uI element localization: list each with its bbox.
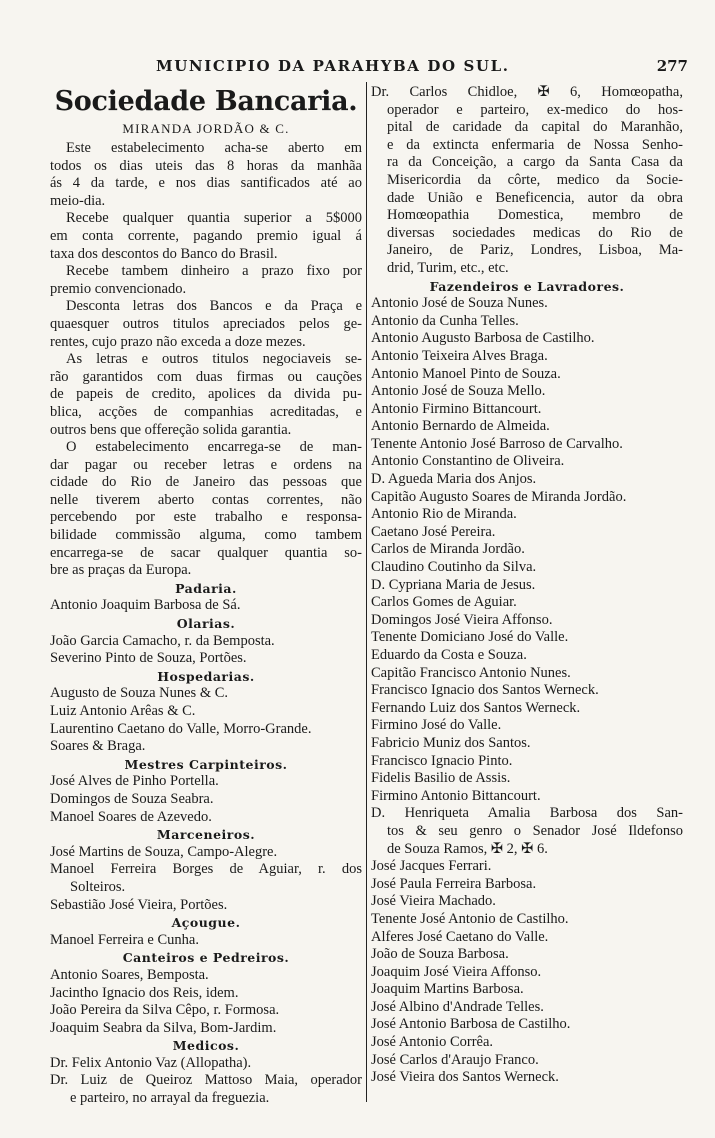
text-line: Domingos José Vieira Affonso.: [371, 611, 553, 628]
text-line: cidade do Rio de Janeiro das pessoas que: [50, 474, 362, 491]
text-line: Tenente Domiciano José do Valle.: [371, 629, 569, 646]
text-line: José Antonio Barbosa de Castilho.: [371, 1016, 571, 1033]
text-line: José Paula Ferreira Barbosa.: [371, 875, 537, 892]
text-line: Francisco Ignacio Pinto.: [371, 752, 513, 769]
text-line: e da extincta enfermaria de Nossa Senho-: [387, 136, 683, 153]
text-line: ás 4 da tarde, e nos dias santificados até ao: [50, 175, 362, 192]
text-line: José Carlos d'Araujo Franco.: [371, 1051, 539, 1068]
text-line: Francisco Ignacio dos Santos Werneck.: [371, 682, 599, 699]
text-line: Alferes José Caetano do Valle.: [371, 928, 549, 945]
text-line: Antonio José de Souza Mello.: [371, 383, 546, 400]
page-header: [60, 57, 688, 81]
text-line: diversas sociedades medicas do Rio de: [387, 224, 683, 241]
text-line: As letras e outros titulos negociaveis se-: [66, 351, 362, 368]
text-line: Sebastião José Vieira, Portões.: [50, 896, 228, 913]
text-line: Laurentino Caetano do Valle, Morro-Grande.: [50, 720, 312, 737]
text-line: José Martins de Souza, Campo-Alegre.: [50, 843, 278, 860]
bank-owners: MIRANDA JORDÃO & C.: [122, 121, 290, 136]
text-line: Janeiro, de Pariz, Londres, Lisboa, Ma-: [387, 242, 683, 259]
text-line: Solteiros.: [70, 878, 126, 895]
text-line: José Vieira Machado.: [371, 893, 496, 910]
text-line: Manoel Ferreira Borges de Aguiar, r. dos: [50, 861, 362, 878]
text-line: Manoel Ferreira e Cunha.: [50, 931, 199, 948]
column-divider: [366, 82, 367, 1102]
text-line: Firmino José do Valle.: [371, 717, 502, 734]
text-line: Antonio Constantino de Oliveira.: [371, 453, 565, 470]
text-line: Fabricio Muniz dos Santos.: [371, 734, 531, 751]
text-line: Dr. Luiz de Queiroz Mattoso Maia, operador: [50, 1072, 362, 1089]
text-line: Domingos de Souza Seabra.: [50, 790, 214, 807]
text-line: de Souza Ramos, ✠ 2, ✠ 6.: [387, 840, 548, 857]
text-line: Tenente Antonio José Barroso de Carvalho.: [371, 435, 623, 452]
left-column-text: [50, 140, 362, 1108]
section-heading: Hospedarias.: [157, 668, 255, 684]
text-line: João de Souza Barbosa.: [371, 946, 509, 963]
text-line: e parteiro, no arrayal da freguezia.: [70, 1090, 270, 1107]
section-heading: Açougue.: [171, 915, 241, 931]
text-line: premio convencionado.: [50, 280, 187, 297]
text-line: Carlos Gomes de Aguiar.: [371, 594, 517, 611]
section-heading: Mestres Carpinteiros.: [124, 756, 288, 772]
text-line: percebendo por este trabalho e responsa-: [50, 509, 362, 526]
text-line: dade União e Beneficencia, autor da obra: [387, 189, 683, 206]
text-line: Jacintho Ignacio dos Reis, idem.: [50, 984, 239, 1001]
text-line: Antonio Rio de Miranda.: [371, 506, 517, 523]
text-line: nelle tiverem aberto contas correntes, não: [50, 491, 362, 508]
text-line: Fidelis Basilio de Assis.: [371, 770, 511, 787]
text-line: Severino Pinto de Souza, Portões.: [50, 650, 247, 667]
bank-title: Sociedade Bancaria.: [54, 86, 358, 117]
text-line: operador e parteiro, ex-medico do hos-: [387, 101, 683, 118]
text-line: José Alves de Pinho Portella.: [50, 773, 219, 790]
section-heading: Marceneiros.: [156, 827, 256, 843]
running-title: MUNICIPIO DA PARAHYBA DO SUL.: [156, 57, 510, 75]
text-line: Misericordia da côrte, medico da Socie-: [387, 171, 683, 188]
text-line: Antonio da Cunha Telles.: [371, 312, 519, 329]
section-heading: Fazendeiros e Lavradores.: [429, 278, 625, 294]
text-line: José Vieira dos Santos Werneck.: [371, 1069, 559, 1086]
text-line: Joaquim Seabra da Silva, Bom-Jardim.: [50, 1019, 277, 1036]
text-line: Este estabelecimento acha-se aberto em: [66, 140, 362, 156]
text-line: Desconta letras dos Bancos e da Praça e: [66, 298, 362, 315]
text-line: Dr. Carlos Chidloe, ✠ 6, Homœopatha,: [371, 84, 683, 100]
text-line: Augusto de Souza Nunes & C.: [50, 685, 229, 702]
text-line: todos os dias uteis das 8 horas da manhãa: [50, 157, 362, 174]
text-line: Firmino Antonio Bittancourt.: [371, 787, 541, 804]
text-line: Capitão Augusto Soares de Miranda Jordão.: [371, 488, 627, 505]
text-line: Claudino Coutinho da Silva.: [371, 559, 537, 576]
section-heading: Olarias.: [176, 616, 236, 632]
text-line: bre as praças da Europa.: [50, 562, 192, 579]
text-line: Capitão Francisco Antonio Nunes.: [371, 664, 571, 681]
text-line: Carlos de Miranda Jordão.: [371, 541, 525, 558]
text-line: João Pereira da Silva Cêpo, r. Formosa.: [50, 1002, 280, 1019]
text-line: Antonio Teixeira Alves Braga.: [371, 347, 548, 364]
text-line: Manoel Soares de Azevedo.: [50, 808, 212, 825]
text-line: Luiz Antonio Arêas & C.: [50, 703, 196, 719]
text-line: José Jacques Ferrari.: [371, 858, 492, 875]
text-line: D. Cypriana Maria de Jesus.: [371, 576, 536, 593]
text-line: outros bens que offereção solida garantia.: [50, 421, 292, 438]
text-line: encarrega-se de sacar qualquer quantia so-: [50, 544, 362, 561]
text-line: ra da Conceição, a cargo da Santa Casa da: [387, 154, 683, 171]
text-line: O estabelecimento encarrega-se de man-: [66, 439, 362, 456]
text-line: Tenente José Antonio de Castilho.: [371, 910, 569, 927]
text-line: Antonio Firmino Bittancourt.: [371, 400, 542, 417]
text-line: João Garcia Camacho, r. da Bemposta.: [50, 632, 275, 649]
text-line: quaesquer outros titulos apreciados pelos ge-: [50, 315, 362, 332]
section-heading: Padaria.: [175, 580, 237, 596]
text-line: D. Agueda Maria dos Anjos.: [371, 471, 537, 488]
text-line: Fernando Luiz dos Santos Werneck.: [371, 699, 581, 716]
text-line: Joaquim Martins Barbosa.: [371, 981, 524, 998]
text-line: Antonio Joaquim Barbosa de Sá.: [50, 597, 241, 614]
text-line: em conta corrente, pagando premio igual á: [50, 227, 362, 244]
section-heading: Canteiros e Pedreiros.: [122, 950, 290, 966]
text-line: Antonio José de Souza Nunes.: [371, 295, 548, 312]
text-line: Antonio Soares, Bemposta.: [50, 966, 209, 983]
text-line: Antonio Manoel Pinto de Souza.: [371, 365, 561, 382]
page-number: 277: [656, 57, 688, 75]
text-line: rão garantidos com duas firmas ou cauções: [50, 368, 362, 385]
left-column: [50, 84, 362, 1108]
text-line: dar pagar ou receber letras e ordens na: [50, 456, 362, 473]
right-column-text: [371, 84, 683, 1087]
text-line: pital de caridade da capital do Maranhão,: [387, 119, 683, 136]
text-line: rentes, cujo prazo não exceda a doze mezes.: [50, 333, 306, 350]
text-line: José Albino d'Andrade Telles.: [371, 998, 544, 1015]
text-line: D. Henriqueta Amalia Barbosa dos San-: [371, 805, 683, 822]
text-line: tos & seu genro o Senador José Ildefonso: [387, 822, 683, 839]
text-line: José Antonio Corrêa.: [371, 1034, 494, 1051]
text-line: Recebe tambem dinheiro a prazo fixo por: [66, 263, 362, 280]
text-line: meio-dia.: [50, 192, 106, 209]
text-line: Antonio Augusto Barbosa de Castilho.: [371, 330, 595, 347]
text-line: Soares & Braga.: [50, 738, 146, 755]
right-column: [371, 84, 683, 1087]
text-line: Recebe qualquer quantia superior a 5$000: [66, 210, 362, 227]
text-line: blica, acções de companhias acreditadas, e: [50, 403, 362, 420]
text-line: Caetano José Pereira.: [371, 523, 496, 540]
text-line: Eduardo da Costa e Souza.: [371, 647, 527, 663]
text-line: Antonio Bernardo de Almeida.: [371, 418, 550, 435]
text-line: taxa dos descontos do Banco do Brasil.: [50, 245, 278, 262]
text-line: Dr. Felix Antonio Vaz (Allopatha).: [50, 1054, 252, 1071]
text-line: bilidade commissão alguma, como tambem: [50, 527, 362, 544]
text-line: Joaquim José Vieira Affonso.: [371, 963, 542, 980]
text-line: drid, Turim, etc., etc.: [387, 259, 509, 276]
text-line: Homœopathia Domestica, membro de: [387, 207, 683, 224]
text-line: de papeis de credito, apolices da divida pu-: [50, 386, 362, 403]
section-heading: Medicos.: [172, 1038, 240, 1054]
